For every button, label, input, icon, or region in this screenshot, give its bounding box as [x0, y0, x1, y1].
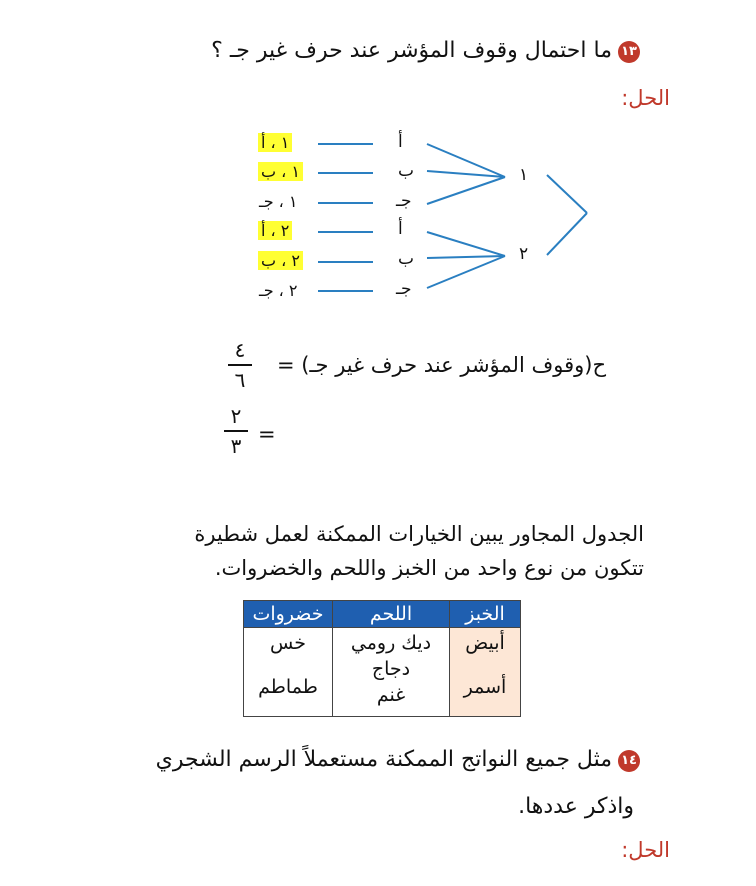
- equals-sign: =: [258, 422, 276, 446]
- branch-root-1: [547, 175, 587, 213]
- outcome: ٢ ، جـ: [259, 281, 298, 300]
- branch-2-a: [427, 232, 505, 256]
- outcome-highlighted: ١ ، ب: [258, 162, 303, 181]
- branch-2-c: [427, 256, 505, 288]
- question-text: ما احتمال وقوف المؤشر عند حرف غير جـ ؟: [211, 38, 612, 63]
- bread-option: أبيض: [465, 632, 505, 654]
- tree-second-label: جـ: [396, 279, 412, 299]
- tree-second-label: ب: [398, 161, 415, 181]
- paragraph-line-2: تتكون من نوع واحد من الخبز واللحم والخضروات.: [214, 556, 644, 580]
- paragraph-line-1: الجدول المجاور يبين الخيارات الممكنة لعمل شطيرة: [194, 522, 644, 546]
- outcome: ١ ، جـ: [259, 192, 298, 211]
- meat-cell: [333, 628, 450, 717]
- question-14: [156, 747, 640, 772]
- solution-label: الحل:: [621, 86, 670, 110]
- veg-option: طماطم: [258, 676, 318, 698]
- veg-option: خس: [270, 632, 306, 654]
- meat-option: غنم: [376, 684, 406, 706]
- tree-first-label: ٢: [519, 244, 529, 264]
- tree-diagram: [0, 0, 756, 330]
- tree-first-label: ١: [519, 165, 529, 185]
- bread-option: أسمر: [463, 676, 507, 698]
- branch-1-c: [427, 177, 505, 204]
- tree-second-label: ب: [398, 249, 415, 269]
- meat-option: ديك رومي: [350, 632, 432, 654]
- branch-2-b: [427, 256, 505, 258]
- bread-cell: [450, 628, 521, 717]
- numerator: ٢: [230, 404, 242, 428]
- outcome-highlighted: ٢ ، أ: [258, 221, 292, 240]
- question-number-badge: ١٣: [618, 41, 640, 63]
- numerator: ٤: [234, 338, 246, 362]
- header-veg: خضروات: [244, 601, 333, 628]
- fraction-4-6: [228, 338, 252, 392]
- fraction-bar: [228, 364, 252, 366]
- veg-cell: [244, 628, 333, 717]
- fraction-bar: [224, 430, 248, 432]
- fraction-2-3: [224, 404, 248, 458]
- tree-second-label: أ: [398, 219, 403, 239]
- tree-second-label: جـ: [396, 191, 412, 211]
- sandwich-options-table: [243, 600, 521, 717]
- outcome-highlighted: ٢ ، ب: [258, 251, 303, 270]
- outcome-highlighted: ١ ، أ: [258, 133, 292, 152]
- solution-label: الحل:: [621, 838, 670, 862]
- branch-root-2: [547, 213, 587, 255]
- probability-expression: ح(وقوف المؤشر عند حرف غير جـ) =: [276, 353, 606, 377]
- question-number-badge: ١٤: [618, 750, 640, 772]
- question-14-line-2: واذكر عددها.: [518, 794, 634, 819]
- question-text: مثل جميع النواتج الممكنة مستعملاً الرسم الشجري: [155, 747, 612, 772]
- denominator: ٣: [230, 434, 242, 458]
- denominator: ٦: [234, 368, 246, 392]
- tree-second-label: أ: [398, 132, 403, 152]
- header-meat: اللحم: [333, 601, 450, 628]
- meat-option: دجاج: [371, 658, 411, 680]
- header-bread: الخبز: [450, 601, 521, 628]
